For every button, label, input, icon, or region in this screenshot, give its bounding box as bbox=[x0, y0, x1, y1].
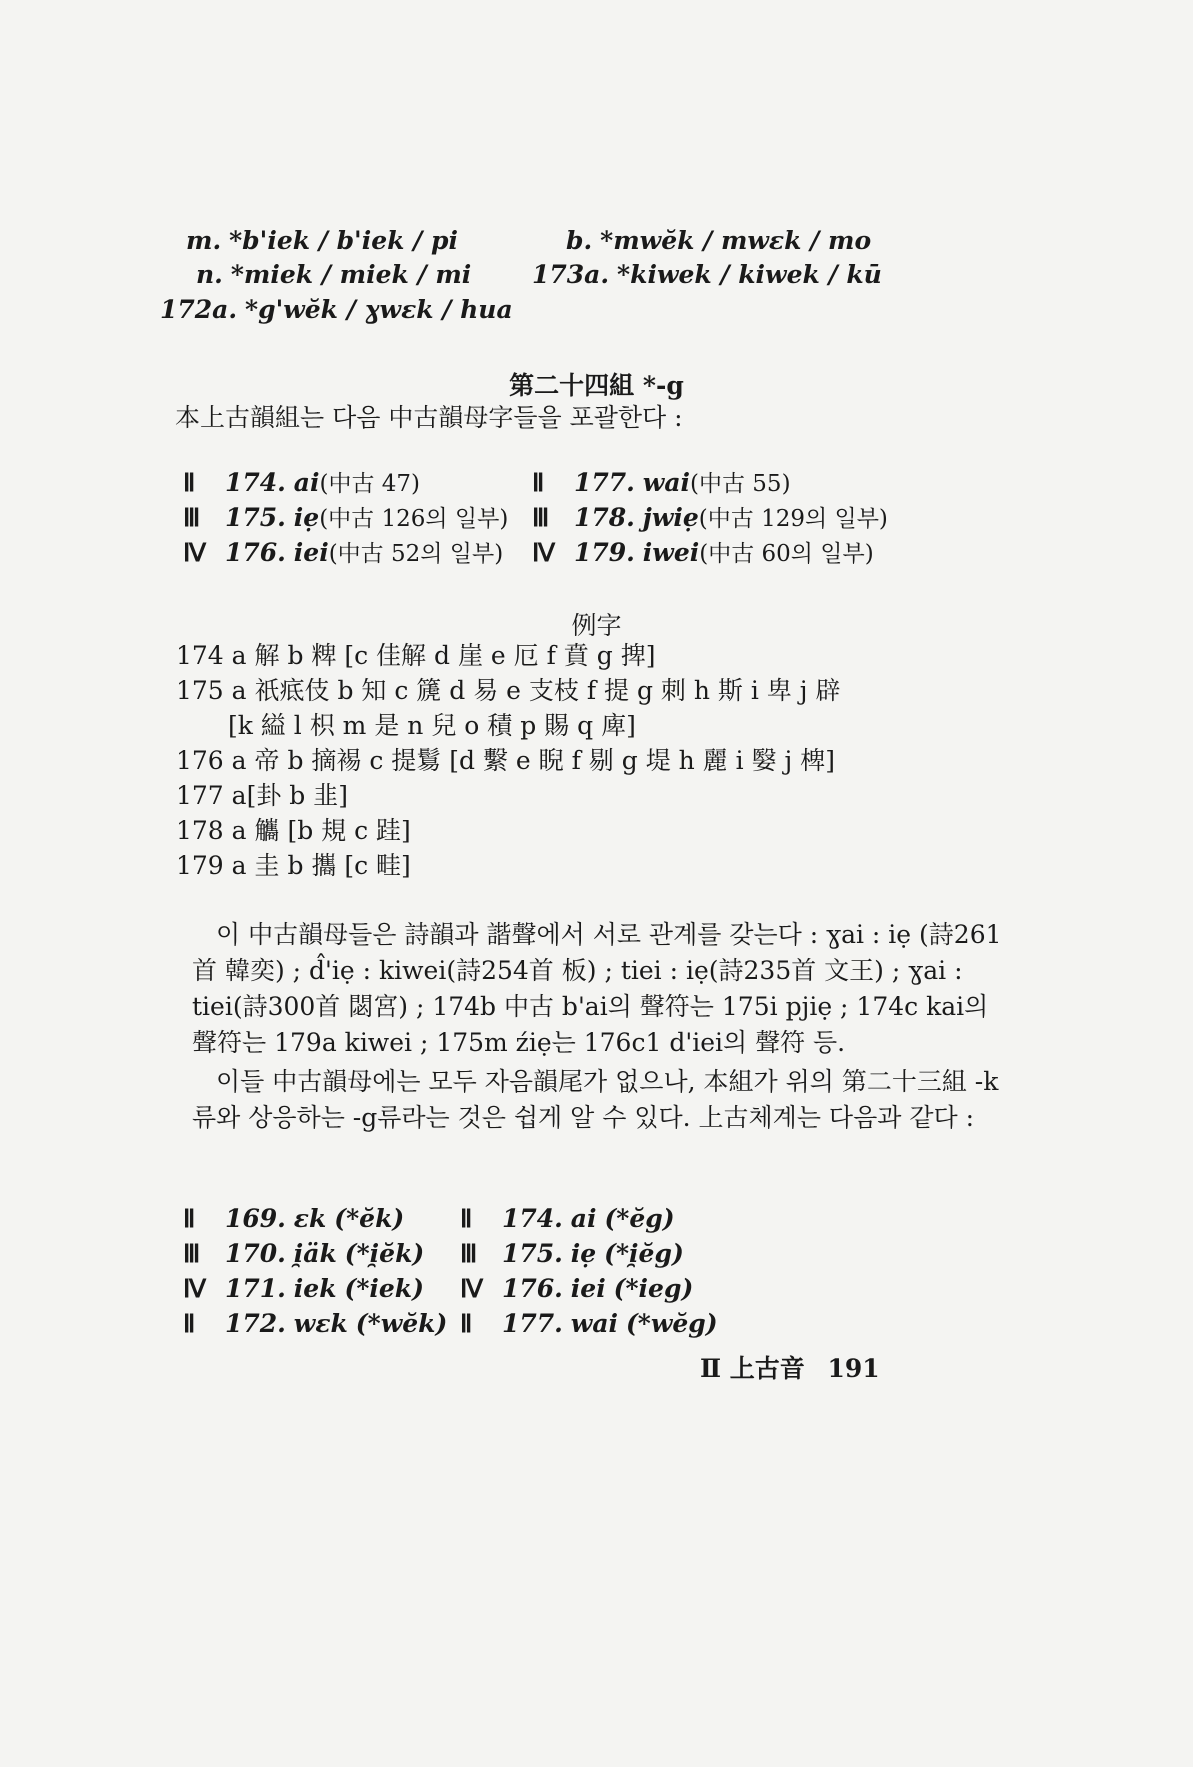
final-number: 174. bbox=[224, 468, 286, 497]
system-175 bbox=[460, 1239, 684, 1270]
system-form: wai bbox=[570, 1309, 619, 1338]
final-number: 178. bbox=[573, 503, 635, 532]
entry-m bbox=[186, 226, 458, 256]
entry-text: *kiwek / kiwek / kū bbox=[617, 260, 882, 289]
system-number: 169. bbox=[224, 1204, 286, 1233]
final-175 bbox=[183, 503, 508, 534]
system-form: ɛk bbox=[293, 1204, 327, 1233]
entry-text: *g'wĕk / ɣwɛk / hua bbox=[245, 295, 513, 324]
system-number: 171. bbox=[224, 1274, 286, 1303]
entry-number: b. bbox=[566, 226, 593, 255]
example-line-176: 176 a 帝 b 摘裼 c 提鬄 [d 繫 e 睨 f 剔 g 堤 h 麗 i 嫛 j 椑] bbox=[176, 746, 835, 775]
final-174 bbox=[183, 468, 420, 499]
entry-text: *mwĕk / mwɛk / mo bbox=[600, 226, 872, 255]
system-old: (*i̯ĕk) bbox=[344, 1239, 425, 1268]
final-note: (中古 55) bbox=[690, 471, 791, 497]
entry-number: m. bbox=[186, 226, 222, 255]
entry-172a bbox=[160, 295, 513, 325]
system-number: 176. bbox=[501, 1274, 563, 1303]
final-179 bbox=[532, 538, 874, 569]
final-number: 177. bbox=[573, 468, 635, 497]
final-form: iwei bbox=[642, 538, 700, 567]
example-line-178: 178 a 觿 [b 規 c 跬] bbox=[176, 816, 411, 845]
entry-number: 172a. bbox=[160, 295, 238, 324]
paragraph-system: 이들 中古韻母에는 모두 자음韻尾가 없으나, 本組가 위의 第二十三組 -k류와 상응하는 -g류라는 것은 쉽게 알 수 있다. 上古체계는 다음과 같다 : bbox=[192, 1067, 999, 1132]
entry-n bbox=[196, 260, 471, 290]
section-intro: 本上古韻組는 다음 中古韻母字들을 포괄한다 : bbox=[175, 403, 683, 432]
system-169 bbox=[183, 1204, 404, 1235]
system-old: (*ĕk) bbox=[334, 1204, 405, 1233]
final-note: (中古 60의 일부) bbox=[699, 541, 874, 567]
division-numeral: Ⅱ bbox=[183, 1311, 196, 1338]
examples-heading: 例字 bbox=[571, 611, 622, 640]
system-form: iei bbox=[570, 1274, 606, 1303]
example-line-175: 175 a 祇疷伎 b 知 c 篪 d 易 e 支枝 f 提 g 刺 h 斯 i 卑 j 辟 bbox=[176, 676, 841, 705]
final-note: (中古 126의 일부) bbox=[319, 506, 509, 532]
example-line-175-cont: [k 縊 l 枳 m 是 n 兒 o 積 p 賜 q 庳] bbox=[228, 711, 636, 740]
entry-text: *b'iek / b'iek / pi bbox=[229, 226, 458, 255]
entry-text: *miek / miek / mi bbox=[230, 260, 472, 289]
division-numeral: Ⅱ bbox=[532, 470, 545, 497]
system-174 bbox=[460, 1204, 675, 1235]
section-title: 第二十四組 *-g bbox=[509, 371, 684, 400]
system-170 bbox=[183, 1239, 424, 1270]
final-note: (中古 47) bbox=[319, 471, 421, 497]
system-number: 177. bbox=[501, 1309, 563, 1338]
final-178 bbox=[532, 503, 888, 534]
system-old: (*wĕk) bbox=[355, 1309, 448, 1338]
final-note: (中古 129의 일부) bbox=[698, 506, 888, 532]
system-form: iek bbox=[293, 1274, 337, 1303]
final-form: iẹ bbox=[293, 503, 320, 532]
division-numeral: Ⅱ bbox=[183, 470, 196, 497]
chapter-label: Ⅱ 上古音 bbox=[700, 1354, 805, 1383]
division-numeral: Ⅳ bbox=[183, 1276, 207, 1303]
final-form: iei bbox=[293, 538, 329, 567]
division-numeral: Ⅱ bbox=[460, 1311, 473, 1338]
final-177 bbox=[532, 468, 791, 499]
page-number: 191 bbox=[827, 1354, 880, 1383]
system-number: 175. bbox=[501, 1239, 563, 1268]
division-numeral: Ⅲ bbox=[460, 1241, 478, 1268]
system-number: 170. bbox=[224, 1239, 286, 1268]
system-old: (*iek) bbox=[344, 1274, 424, 1303]
system-form: iẹ bbox=[570, 1239, 597, 1268]
system-form: i̯äk bbox=[293, 1239, 337, 1268]
final-number: 175. bbox=[224, 503, 286, 532]
system-form: wɛk bbox=[293, 1309, 348, 1338]
final-form: ai bbox=[293, 468, 320, 497]
final-number: 176. bbox=[224, 538, 286, 567]
system-old: (*wĕg) bbox=[625, 1309, 718, 1338]
final-note: (中古 52의 일부) bbox=[328, 541, 504, 567]
final-form: wai bbox=[642, 468, 691, 497]
system-172 bbox=[183, 1309, 447, 1340]
system-old: (*ieg) bbox=[613, 1274, 694, 1303]
system-176 bbox=[460, 1274, 693, 1305]
division-numeral: Ⅳ bbox=[532, 540, 556, 567]
system-number: 172. bbox=[224, 1309, 286, 1338]
system-171 bbox=[183, 1274, 424, 1305]
division-numeral: Ⅱ bbox=[183, 1206, 196, 1233]
entry-number: 173a. bbox=[532, 260, 610, 289]
division-numeral: Ⅳ bbox=[460, 1276, 484, 1303]
final-176 bbox=[183, 538, 503, 569]
running-footer bbox=[700, 1354, 880, 1384]
division-numeral: Ⅲ bbox=[183, 1241, 201, 1268]
example-line-177: 177 a[卦 b 韭] bbox=[176, 781, 348, 810]
division-numeral: Ⅲ bbox=[532, 505, 550, 532]
entry-b bbox=[566, 226, 871, 256]
paragraph-rhymes: 이 中古韻母들은 詩韻과 諧聲에서 서로 관계를 갖는다 : ɣai : iẹ (詩261首 韓奕) ; d̂'iẹ : kiwei(詩254首 板) ; tiei : iẹ(詩235首 文王) ; ɣai : tiei(詩300首 閟宮) ; 174b 中古 b'ai의 聲符는 175i pjiẹ ; 174c kai의 聲符는 179a kiwei ; 175m źiẹ는 176c1 d'iei의 聲符 등. bbox=[192, 920, 1002, 1057]
entry-173a bbox=[532, 260, 882, 290]
division-numeral: Ⅱ bbox=[460, 1206, 473, 1233]
final-form: jwiẹ bbox=[642, 503, 699, 532]
system-old: (*i̯ĕg) bbox=[604, 1239, 684, 1268]
example-line-174: 174 a 解 b 粺 [c 佳解 d 崖 e 厄 f 賁 g 捭] bbox=[176, 641, 656, 670]
example-line-179: 179 a 圭 b 攜 [c 畦] bbox=[176, 851, 411, 880]
system-old: (*ĕg) bbox=[604, 1204, 675, 1233]
system-form: ai bbox=[570, 1204, 597, 1233]
division-numeral: Ⅲ bbox=[183, 505, 201, 532]
system-number: 174. bbox=[501, 1204, 563, 1233]
final-number: 179. bbox=[573, 538, 635, 567]
system-177 bbox=[460, 1309, 718, 1340]
entry-number: n. bbox=[196, 260, 223, 289]
division-numeral: Ⅳ bbox=[183, 540, 207, 567]
